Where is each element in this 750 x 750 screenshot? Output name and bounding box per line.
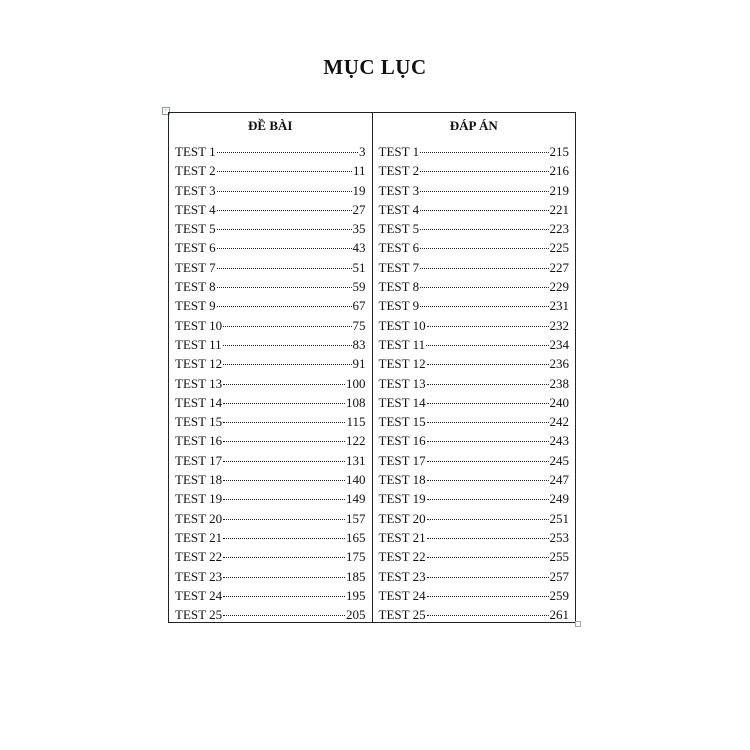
toc-entry xyxy=(379,547,570,566)
dot-leader xyxy=(223,459,345,462)
toc-entry xyxy=(175,258,366,277)
toc-entry xyxy=(175,489,366,508)
toc-entry-page: 257 xyxy=(549,568,569,584)
toc-entry-page: 115 xyxy=(346,414,366,430)
toc-entry-page: 234 xyxy=(549,336,569,352)
toc-entry-label: TEST 18 xyxy=(175,472,223,488)
dot-leader xyxy=(427,324,549,327)
toc-entry-page: 255 xyxy=(549,549,569,565)
toc-entry xyxy=(175,200,366,219)
dot-leader xyxy=(427,382,549,385)
toc-entry xyxy=(175,277,366,296)
toc-entry xyxy=(379,393,570,412)
dot-leader xyxy=(217,266,352,269)
dot-leader xyxy=(427,439,549,442)
toc-entry-label: TEST 18 xyxy=(378,472,426,488)
toc-list xyxy=(175,142,366,624)
toc-entry-label: TEST 21 xyxy=(175,529,223,545)
toc-entry xyxy=(379,528,570,547)
toc-entry-page: 236 xyxy=(549,356,569,372)
toc-entry-label: TEST 6 xyxy=(378,240,420,256)
toc-entry xyxy=(379,470,570,489)
dot-leader xyxy=(427,420,549,423)
toc-entry xyxy=(175,238,366,257)
toc-entry xyxy=(379,161,570,180)
toc-entry-page: 219 xyxy=(549,182,569,198)
toc-entry xyxy=(175,316,366,335)
toc-entry-page: 195 xyxy=(346,587,366,603)
toc-entry-label: TEST 3 xyxy=(175,182,216,198)
toc-entry xyxy=(379,258,570,277)
dot-leader xyxy=(427,613,549,616)
toc-entry xyxy=(175,451,366,470)
toc-entry-label: TEST 11 xyxy=(175,336,222,352)
toc-entry-label: TEST 7 xyxy=(175,259,216,275)
toc-entry-page: 225 xyxy=(549,240,569,256)
toc-entry-page: 261 xyxy=(549,607,569,623)
dot-leader xyxy=(223,613,345,616)
dot-leader xyxy=(217,285,352,288)
toc-entry-page: 3 xyxy=(359,144,366,159)
toc-entry xyxy=(379,567,570,586)
dot-leader xyxy=(420,208,548,211)
toc-entry-page: 259 xyxy=(549,587,569,603)
toc-entry-label: TEST 24 xyxy=(175,587,223,603)
toc-entry-label: TEST 8 xyxy=(378,279,420,295)
toc-entry-label: TEST 23 xyxy=(175,568,223,584)
toc-entry-label: TEST 7 xyxy=(378,259,420,275)
dot-leader xyxy=(427,478,549,481)
toc-entry-label: TEST 10 xyxy=(378,317,426,333)
toc-entry-page: 19 xyxy=(352,182,366,198)
toc-entry-label: TEST 22 xyxy=(175,549,223,565)
dot-leader xyxy=(223,575,345,578)
toc-entry xyxy=(175,509,366,528)
toc-entry xyxy=(379,219,570,238)
toc-entry-label: TEST 5 xyxy=(378,221,420,237)
dot-leader xyxy=(223,536,345,539)
dot-leader xyxy=(426,343,548,346)
toc-entry xyxy=(175,567,366,586)
toc-entry-label: TEST 3 xyxy=(378,182,420,198)
toc-entry xyxy=(379,431,570,450)
toc-entry-page: 215 xyxy=(549,144,569,159)
toc-entry-page: 242 xyxy=(549,414,569,430)
toc-entry-label: TEST 19 xyxy=(378,491,426,507)
toc-entry-label: TEST 12 xyxy=(175,356,223,372)
toc-entry-page: 251 xyxy=(549,510,569,526)
toc-entry-page: 35 xyxy=(352,221,366,237)
toc-entry-label: TEST 15 xyxy=(378,414,426,430)
toc-entry xyxy=(175,528,366,547)
dot-leader xyxy=(420,227,548,230)
toc-entry-page: 216 xyxy=(549,163,569,179)
toc-entry-page: 91 xyxy=(352,356,366,372)
toc-entry xyxy=(175,547,366,566)
toc-entry-label: TEST 16 xyxy=(378,433,426,449)
toc-entry-page: 221 xyxy=(549,201,569,217)
dot-leader xyxy=(427,594,549,597)
toc-entry xyxy=(379,200,570,219)
toc-entry-page: 227 xyxy=(549,259,569,275)
dot-leader xyxy=(217,208,352,211)
dot-leader xyxy=(427,555,549,558)
toc-entry xyxy=(175,335,366,354)
toc-entry-label: TEST 14 xyxy=(378,394,426,410)
toc-entry-label: TEST 24 xyxy=(378,587,426,603)
dot-leader xyxy=(427,401,549,404)
dot-leader xyxy=(223,555,345,558)
toc-entry xyxy=(379,335,570,354)
dot-leader xyxy=(427,536,549,539)
toc-entry-label: TEST 16 xyxy=(175,433,223,449)
toc-entry-label: TEST 23 xyxy=(378,568,426,584)
toc-entry-page: 100 xyxy=(346,375,366,391)
toc-entry xyxy=(379,142,570,161)
dot-leader xyxy=(223,478,345,481)
toc-entry xyxy=(175,219,366,238)
toc-entry xyxy=(379,296,570,315)
toc-column-de-bai xyxy=(169,113,372,622)
toc-entry-page: 122 xyxy=(346,433,366,449)
toc-entry xyxy=(175,181,366,200)
toc-entry xyxy=(379,412,570,431)
toc-entry-label: TEST 15 xyxy=(175,414,223,430)
toc-entry-label: TEST 20 xyxy=(378,510,426,526)
toc-entry-label: TEST 2 xyxy=(175,163,216,179)
toc-entry-label: TEST 14 xyxy=(175,394,223,410)
dot-leader xyxy=(427,575,549,578)
dot-leader xyxy=(420,169,548,172)
toc-entry-page: 253 xyxy=(549,529,569,545)
dot-leader xyxy=(223,343,352,346)
toc-entry-page: 249 xyxy=(549,491,569,507)
toc-entry xyxy=(379,605,570,624)
toc-entry-page: 245 xyxy=(549,452,569,468)
column-header: ĐỀ BÀI xyxy=(248,118,293,133)
toc-entry-page: 243 xyxy=(549,433,569,449)
dot-leader xyxy=(427,362,549,365)
toc-entry-page: 205 xyxy=(346,607,366,623)
toc-entry xyxy=(175,296,366,315)
dot-leader xyxy=(223,401,345,404)
toc-entry-label: TEST 17 xyxy=(175,452,223,468)
dot-leader xyxy=(223,517,345,520)
dot-leader xyxy=(217,189,352,192)
toc-entry xyxy=(379,316,570,335)
toc-entry-label: TEST 1 xyxy=(175,144,216,159)
dot-leader xyxy=(223,439,345,442)
toc-entry xyxy=(175,431,366,450)
dot-leader xyxy=(217,227,352,230)
dot-leader xyxy=(223,362,351,365)
toc-entry xyxy=(379,277,570,296)
toc-entry-label: TEST 25 xyxy=(175,607,223,623)
dot-leader xyxy=(427,497,549,500)
dot-leader xyxy=(217,150,358,153)
toc-entry-label: TEST 9 xyxy=(175,298,216,314)
toc-entry xyxy=(379,374,570,393)
toc-entry-label: TEST 22 xyxy=(378,549,426,565)
toc-list xyxy=(379,142,570,624)
table-resize-handle[interactable] xyxy=(575,621,581,627)
toc-entry-page: 185 xyxy=(346,568,366,584)
toc-entry-label: TEST 4 xyxy=(378,201,420,217)
toc-entry-page: 175 xyxy=(346,549,366,565)
toc-entry-label: TEST 1 xyxy=(378,144,420,159)
toc-entry-page: 108 xyxy=(346,394,366,410)
toc-entry xyxy=(175,412,366,431)
toc-entry-page: 165 xyxy=(346,529,366,545)
dot-leader xyxy=(217,169,352,172)
toc-entry-label: TEST 6 xyxy=(175,240,216,256)
toc-entry xyxy=(379,451,570,470)
toc-entry-page: 131 xyxy=(346,452,366,468)
toc-entry-page: 231 xyxy=(549,298,569,314)
dot-leader xyxy=(223,324,351,327)
toc-entry xyxy=(175,470,366,489)
toc-entry-label: TEST 21 xyxy=(378,529,426,545)
toc-entry-label: TEST 19 xyxy=(175,491,223,507)
toc-entry xyxy=(379,181,570,200)
toc-entry xyxy=(175,605,366,624)
toc-entry-page: 27 xyxy=(352,201,366,217)
toc-entry-page: 157 xyxy=(346,510,366,526)
toc-entry xyxy=(379,509,570,528)
page-title: MỤC LỤC xyxy=(323,55,427,79)
toc-entry xyxy=(379,586,570,605)
toc-entry-page: 11 xyxy=(352,163,366,179)
toc-entry-label: TEST 13 xyxy=(378,375,426,391)
toc-entry xyxy=(175,393,366,412)
toc-entry xyxy=(175,374,366,393)
dot-leader xyxy=(420,189,548,192)
dot-leader xyxy=(217,246,352,249)
toc-entry-label: TEST 8 xyxy=(175,279,216,295)
dot-leader xyxy=(420,150,548,153)
toc-entry xyxy=(379,354,570,373)
toc-entry-label: TEST 20 xyxy=(175,510,223,526)
toc-entry-page: 43 xyxy=(352,240,366,256)
move-handle-icon[interactable]: + xyxy=(162,107,170,115)
column-header: ĐÁP ÁN xyxy=(449,118,498,133)
toc-table xyxy=(168,112,576,623)
toc-entry-label: TEST 9 xyxy=(378,298,420,314)
toc-entry-label: TEST 11 xyxy=(378,336,426,352)
dot-leader xyxy=(420,285,548,288)
toc-entry-page: 232 xyxy=(549,317,569,333)
toc-entry xyxy=(175,354,366,373)
toc-entry-page: 59 xyxy=(352,279,366,295)
toc-entry-page: 149 xyxy=(346,491,366,507)
dot-leader xyxy=(420,266,548,269)
toc-entry-label: TEST 17 xyxy=(378,452,426,468)
toc-entry-label: TEST 2 xyxy=(378,163,420,179)
toc-entry-label: TEST 5 xyxy=(175,221,216,237)
toc-entry-page: 247 xyxy=(549,472,569,488)
toc-entry xyxy=(175,586,366,605)
dot-leader xyxy=(223,497,345,500)
toc-entry-label: TEST 13 xyxy=(175,375,223,391)
toc-entry-label: TEST 12 xyxy=(378,356,426,372)
toc-entry-page: 140 xyxy=(346,472,366,488)
dot-leader xyxy=(420,246,548,249)
toc-entry xyxy=(175,142,366,161)
toc-entry-page: 67 xyxy=(352,298,366,314)
dot-leader xyxy=(427,517,549,520)
dot-leader xyxy=(427,459,549,462)
toc-entry-page: 51 xyxy=(352,259,366,275)
toc-entry-page: 238 xyxy=(549,375,569,391)
toc-entry xyxy=(379,489,570,508)
toc-entry-label: TEST 25 xyxy=(378,607,426,623)
toc-column-dap-an xyxy=(372,113,576,622)
toc-entry-label: TEST 4 xyxy=(175,201,216,217)
toc-entry xyxy=(175,161,366,180)
dot-leader xyxy=(223,382,345,385)
toc-entry-label: TEST 10 xyxy=(175,317,223,333)
toc-entry-page: 83 xyxy=(352,336,366,352)
dot-leader xyxy=(223,420,345,423)
toc-entry-page: 240 xyxy=(549,394,569,410)
dot-leader xyxy=(420,304,548,307)
toc-entry-page: 223 xyxy=(549,221,569,237)
dot-leader xyxy=(223,594,345,597)
toc-entry-page: 229 xyxy=(549,279,569,295)
toc-entry-page: 75 xyxy=(352,317,366,333)
toc-entry xyxy=(379,238,570,257)
dot-leader xyxy=(217,304,352,307)
